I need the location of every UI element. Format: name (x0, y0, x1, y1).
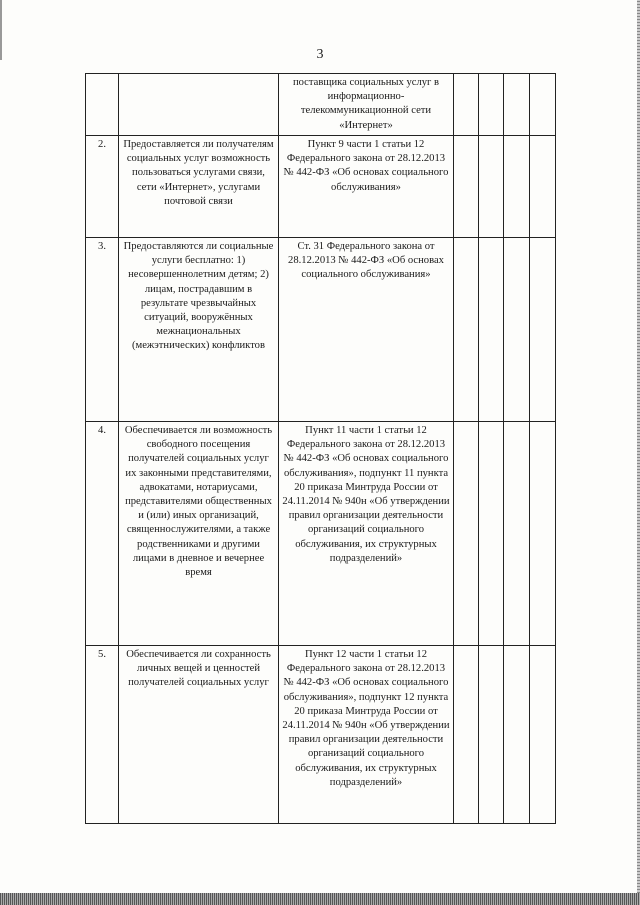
legal-basis: Пункт 9 части 1 статьи 12 Федерального закона от 28.12.2013 № 442-ФЗ «Об основах социального обслуживания» (279, 136, 454, 238)
requirement-question: Предоставляются ли социальные услуги бесплатно: 1) несовершеннолетним детям; 2) лицам, пострадавшим в результате чрезвычайных ситуаций, вооружённых межнациональных (межэтнических) конфликтов (119, 238, 279, 422)
notes-cell (530, 136, 556, 238)
answer-na-cell (504, 646, 530, 824)
row-number: 4. (86, 422, 119, 646)
answer-yes-cell (454, 422, 479, 646)
requirement-question (119, 74, 279, 136)
requirement-question: Обеспечивается ли возможность свободного посещения получателей социальных услуг их законными представителями, адвокатами, нотариусами, представителями общественных и (или) иных организаций, священнослужителями, а также родственниками и другими лицами в дневное и вечернее время (119, 422, 279, 646)
table-row (86, 74, 556, 136)
legal-basis: Пункт 12 части 1 статьи 12 Федерального закона от 28.12.2013 № 442-ФЗ «Об основах социального обслуживания», подпункт 12 пункта 20 приказа Минтруда России от 24.11.2014 № 940н «Об утверждении правил организации деятельности организаций социального обслуживания, их структурных подразделений» (279, 646, 454, 824)
legal-basis: Ст. 31 Федерального закона от 28.12.2013 № 442-ФЗ «Об основах социального обслуживания» (279, 238, 454, 422)
page-number: 3 (316, 47, 324, 62)
answer-na-cell (504, 136, 530, 238)
notes-cell (530, 422, 556, 646)
requirement-question: Предоставляется ли получателям социальных услуг возможность пользоваться услугами связи, сети «Интернет», услугами почтовой связи (119, 136, 279, 238)
answer-yes-cell (454, 136, 479, 238)
row-number (86, 74, 119, 136)
answer-na-cell (504, 74, 530, 136)
table-row (86, 136, 556, 238)
row-number: 3. (86, 238, 119, 422)
answer-na-cell (504, 422, 530, 646)
table-row (86, 422, 556, 646)
table-row (86, 646, 556, 824)
answer-yes-cell (454, 646, 479, 824)
notes-cell (530, 646, 556, 824)
answer-no-cell (479, 136, 504, 238)
row-number: 2. (86, 136, 119, 238)
table-row (86, 238, 556, 422)
row-number: 5. (86, 646, 119, 824)
answer-no-cell (479, 422, 504, 646)
answer-na-cell (504, 238, 530, 422)
checklist-table (85, 73, 556, 824)
requirement-question: Обеспечивается ли сохранность личных вещей и ценностей получателей социальных услуг (119, 646, 279, 824)
answer-no-cell (479, 238, 504, 422)
legal-basis: Пункт 11 части 1 статьи 12 Федерального закона от 28.12.2013 № 442-ФЗ «Об основах социального обслуживания», подпункт 11 пункта 20 приказа Минтруда России от 24.11.2014 № 940н «Об утверждении правил организации деятельности организаций социального обслуживания, их структурных подразделений» (279, 422, 454, 646)
answer-no-cell (479, 74, 504, 136)
answer-no-cell (479, 646, 504, 824)
answer-yes-cell (454, 74, 479, 136)
answer-yes-cell (454, 238, 479, 422)
scan-edge-bottom (0, 893, 640, 905)
notes-cell (530, 74, 556, 136)
legal-basis: поставщика социальных услуг в информационно-телекоммуникационной сети «Интернет» (279, 74, 454, 136)
notes-cell (530, 238, 556, 422)
